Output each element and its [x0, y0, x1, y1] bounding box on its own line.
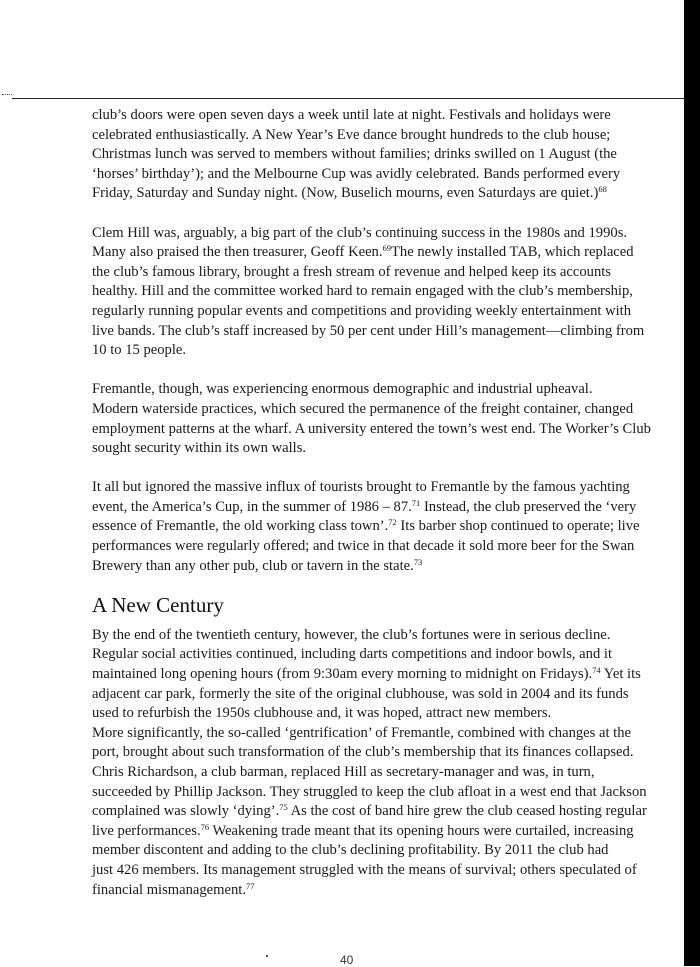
text-line: celebrated enthusiastically. A New Year’s Eve dance brought hundreds to the club house;	[92, 126, 611, 143]
footnote-ref: 73	[413, 556, 423, 567]
scan-artifact	[2, 94, 12, 101]
text-fragment: live performances.	[92, 822, 201, 839]
text-line	[92, 243, 662, 263]
text-line: Chris Richardson, a club barman, replaced Hill as secretary-manager and was, in turn,	[92, 764, 595, 780]
text-line	[92, 881, 662, 901]
text-line	[92, 557, 662, 577]
footnote-ref: 75	[279, 802, 288, 813]
text-line: used to refurbish the 1950s clubhouse and, it was hoped, attract new members.	[92, 705, 552, 722]
text-line: succeeded by Phillip Jackson. They struggled to keep the club afloat in a west end that Jackson	[92, 783, 647, 800]
text-fragment: Many also praised the then treasurer, Geoff Keen.	[92, 244, 383, 261]
footnote-ref: 74	[592, 665, 601, 676]
text-fragment: As the cost of band hire grew the club ceased hosting regular	[287, 803, 647, 820]
text-fragment: Instead, the club preserved the ‘very	[420, 498, 637, 515]
text-line	[92, 184, 662, 204]
text-fragment: complained was slowly ‘dying’.	[92, 803, 280, 820]
page-number: 40	[340, 953, 354, 967]
text-line	[92, 665, 662, 685]
text-line: employment patterns at the wharf. A university entered the town’s west end. The Worker’s Club	[92, 420, 651, 437]
text-line: healthy. Hill and the committee worked hard to remain engaged with the club’s membership,	[92, 283, 633, 300]
text-line: By the end of the twentieth century, however, the club’s fortunes were in serious decline.	[92, 626, 611, 643]
footnote-ref: 68	[598, 184, 607, 195]
text-fragment: maintained long opening hours (from 9:30am every morning to midnight on Fridays).	[92, 666, 593, 683]
text-line	[92, 498, 662, 518]
text-line: Christmas lunch was served to members without families; drinks swilled on 1 August (the	[92, 146, 617, 163]
text-fragment: financial mismanagement.	[92, 881, 246, 898]
section-heading: A New Century	[92, 592, 224, 617]
text-fragment: Friday, Saturday and Sunday night. (Now, Buselich mourns, even Saturdays are quiet.)	[92, 185, 599, 202]
footnote-ref: 77	[246, 880, 255, 891]
text-line: performances were regularly offered; and twice in that decade it sold more beer for the Swan	[92, 538, 635, 555]
text-line: adjacent car park, formerly the site of the original clubhouse, was sold in 2004 and its funds	[92, 685, 629, 702]
footnote-ref: 76	[200, 821, 210, 832]
text-line: live bands. The club’s staff increased by 50 per cent under Hill’s management—climbing from	[92, 322, 645, 339]
paragraph-upheaval	[92, 380, 662, 458]
paragraph-decline	[92, 626, 662, 724]
footnote-ref: 72	[388, 517, 397, 528]
text-line: just 426 members. Its management struggled with the means of survival; others speculated of	[92, 861, 637, 878]
text-fragment: event, the America’s Cup, in the summer of 1986 – 87.	[92, 498, 412, 515]
text-line: 10 to 15 people.	[92, 342, 187, 359]
text-fragment: Weakening trade meant that its opening hours were curtailed, increasing	[209, 822, 634, 839]
header-rule	[12, 98, 684, 99]
text-line: It all but ignored the massive influx of tourists brought to Fremantle by the famous yachting	[92, 479, 630, 496]
text-line	[92, 802, 662, 822]
text-line	[92, 517, 662, 537]
text-line: More significantly, the so-called ‘gentrification’ of Fremantle, combined with changes at the	[92, 724, 631, 741]
text-fragment: essence of Fremantle, the old working class town’.	[92, 518, 389, 535]
text-line: ‘horses’ birthday’); and the Melbourne Cup was avidly celebrated. Bands performed every	[92, 165, 621, 182]
scan-speck	[266, 955, 268, 957]
paragraph-clem-hill	[92, 224, 662, 361]
paragraph-americas-cup	[92, 478, 662, 576]
page-body	[92, 106, 662, 920]
text-line: sought security within its own walls.	[92, 440, 307, 457]
text-line: the club’s famous library, brought a fresh stream of revenue and helped keep its accounts	[92, 263, 611, 280]
text-line: port, brought about such transformation of the club’s membership that its finances collapsed.	[92, 744, 634, 761]
text-line: Fremantle, though, was experiencing enormous demographic and industrial upheaval.	[92, 381, 593, 398]
text-fragment: Its barber shop continued to operate; live	[396, 518, 640, 535]
text-line: Regular social activities continued, including darts competitions and indoor bowls, and it	[92, 646, 613, 663]
text-line: member discontent and adding to the club’s declining profitability. By 2011 the club had	[92, 842, 609, 859]
text-line: club’s doors were open seven days a week until late at night. Festivals and holidays were	[92, 107, 611, 123]
footnote-ref: 71	[411, 497, 421, 508]
paragraph-festivities	[92, 106, 662, 204]
text-fragment: Yet its	[600, 666, 641, 683]
paragraph-gentrification	[92, 724, 662, 900]
text-line: Clem Hill was, arguably, a big part of the club’s continuing success in the 1980s and 1990s.	[92, 224, 628, 241]
text-line	[92, 822, 662, 842]
text-line: Modern waterside practices, which secured the permanence of the freight container, changed	[92, 400, 634, 417]
scan-edge-shadow	[684, 0, 700, 966]
text-line: regularly running popular events and competitions and providing weekly entertainment with	[92, 302, 632, 319]
footnote-ref: 69	[382, 243, 392, 254]
text-fragment: Brewery than any other pub, club or tavern in the state.	[92, 557, 414, 574]
text-fragment: The newly installed TAB, which replaced	[391, 244, 634, 261]
